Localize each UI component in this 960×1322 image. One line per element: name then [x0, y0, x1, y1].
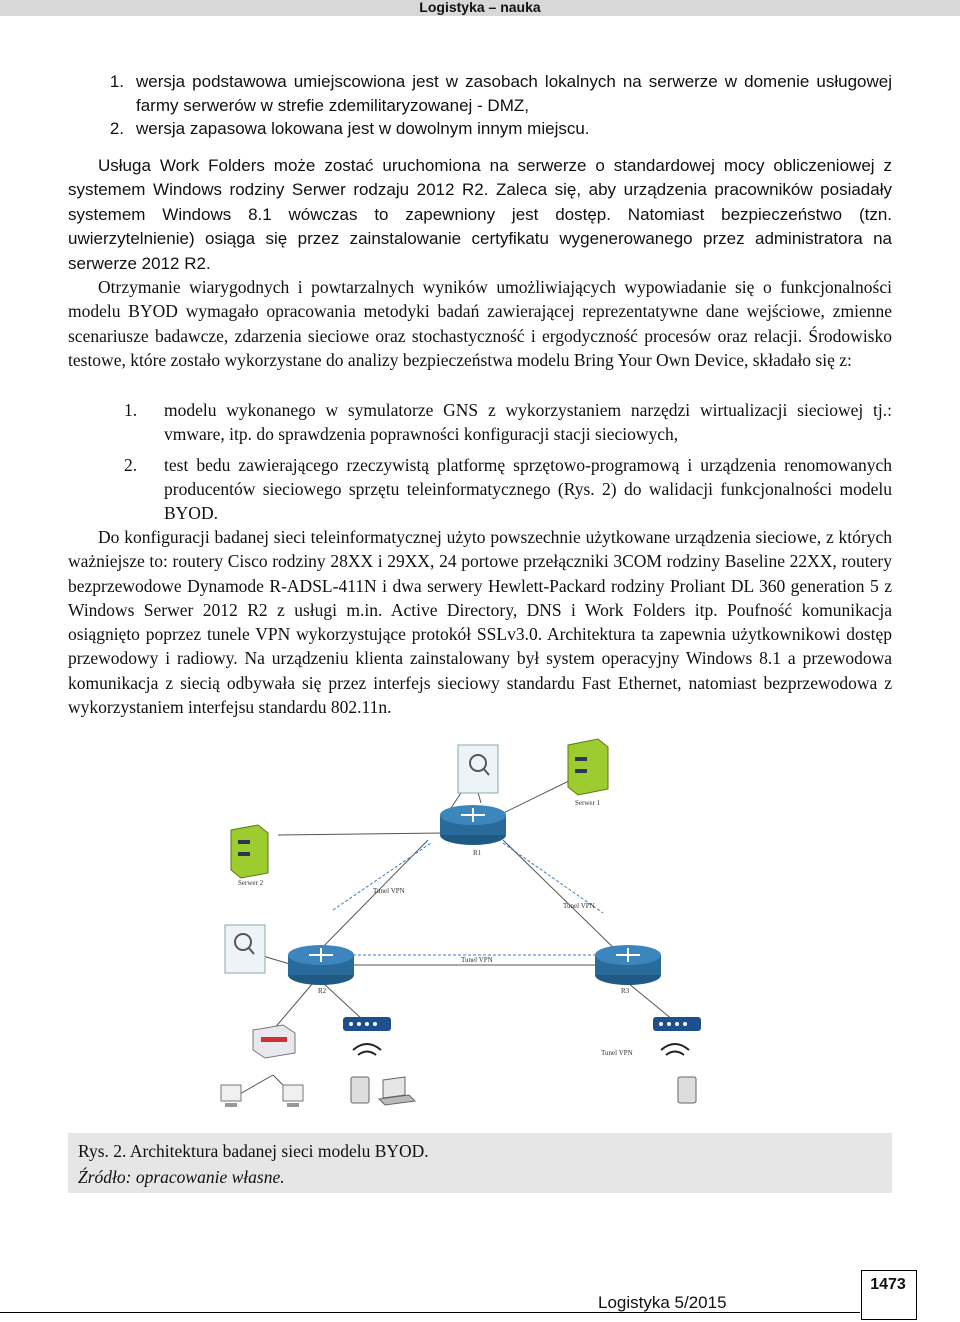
list-item: [68, 453, 892, 526]
vpn-tunnel-left: [333, 843, 431, 910]
page-number: 1473: [870, 1276, 906, 1293]
list-text: wersja podstawowa umiejscowiona jest w zasobach lokalnych na serwerze w domenie usługowej farmy serwerów w strefie zdemilitaryzowanej - DMZ,: [136, 72, 892, 115]
link-r1-server2: [278, 833, 443, 835]
link-r1-r3: [503, 840, 623, 957]
list-text: test bedu zawierającego rzeczywistą platformę sprzętowo-programową i urządzenia renomowanych producentów sieciowego sprzętu teleinformatycznego (Rys. 2) do walidacji funkcjonalności modelu BYOD.: [164, 454, 892, 524]
list-item: [68, 117, 892, 141]
monitoring-server-icon: [458, 745, 498, 793]
storage-versions-list: [68, 70, 892, 141]
router-r1-label: R1: [473, 849, 482, 857]
link-r2-switch: [273, 983, 313, 1030]
switch-icon: [253, 1025, 295, 1058]
router-r3-label: R3: [621, 987, 630, 995]
paragraph-configuration: [68, 525, 892, 719]
router-r3-icon: [595, 945, 661, 985]
paragraph-work-folders: [68, 154, 892, 276]
list-number: 2.: [109, 119, 124, 138]
server2-icon: [231, 825, 268, 878]
footer-rule: [0, 1312, 860, 1313]
link-switch-pc1: [238, 1075, 273, 1095]
link-r2-ap: [323, 983, 363, 1020]
vpn-label-wireless: Tunel VPN: [601, 1049, 633, 1057]
link-r1-r2: [313, 840, 428, 957]
vpn-label-left: Tunel VPN: [373, 887, 405, 895]
figure-source: Źródło: opracowanie własne.: [78, 1167, 285, 1187]
vpn-label-bottom: Tunel VPN: [461, 956, 493, 964]
laptop-icon: [379, 1077, 415, 1105]
footer-journal: Logistyka 5/2015: [598, 1293, 727, 1312]
tablet-icon: [678, 1077, 696, 1103]
server1-label: Serwer 1: [575, 799, 601, 807]
list-item: [68, 70, 892, 117]
router-r2-icon: [288, 945, 354, 985]
access-point-icon: [343, 1017, 391, 1055]
router-r1-icon: [440, 805, 506, 845]
list-text: wersja zapasowa lokowana jest w dowolnym innym miejscu.: [136, 119, 590, 138]
tablet-icon: [351, 1077, 369, 1103]
desktop-pc-icon: [283, 1085, 303, 1107]
list-number: 1.: [109, 72, 124, 91]
server2-label: Serwer 2: [238, 879, 264, 887]
monitoring-server2-icon: [225, 925, 265, 973]
list-text: modelu wykonanego w symulatorze GNS z wykorzystaniem narzędzi wirtualizacji sieciowej tj.: vmware, itp. do sprawdzenia poprawności konfiguracji stacji sieciowych,: [164, 400, 892, 445]
environment-list: [68, 398, 892, 525]
desktop-pc-icon: [221, 1085, 241, 1107]
list-item: [68, 398, 892, 447]
running-header: Logistyka – nauka: [419, 0, 541, 15]
paragraph-text: Otrzymanie wiarygodnych i powtarzalnych wyników umożliwiających wypowiadanie się o funkcjonalności modelu BYOD wymagało opracowania metodyki badań zawierającej reprezentatywne dane wejściowe, zmienne scenariusze badawcze, zdarzenia sieciowe oraz stochastyczność i ergodyczność procesów oraz relacji. Środowisko testowe, które zostało wykorzystane do analizy bezpieczeństwa modelu Bring Your Own Device, składało się z:: [68, 277, 892, 370]
paragraph-methodology: [68, 275, 892, 372]
figure-caption: Rys. 2. Architektura badanej sieci modelu BYOD.: [78, 1141, 429, 1161]
list-number: 1.: [124, 400, 138, 420]
router-r2-label: R2: [318, 987, 327, 995]
paragraph-text: Do konfiguracji badanej sieci teleinformatycznej użyto powszechnie użytkowane urządzenia sieciowe, z których ważniejsze to: routery Cisco rodziny 28XX i 29XX, 24 portowe przełączniki 3COM rodziny Baseline 22XX, routery bezprzewodowe Dynamode R-ADSL-411N i dwa serwery Hewlett-Packard rodziny Proliant DL 360 generation 5 z Windows Serwer 2012 R2 z usługi m.in. Active Directory, DNS i Work Folders itp. Poufność komunikacja osiągnięto poprzez tunele VPN wykorzystujące protokół SSLv3.0. Architektura ta zapewnia użytkownikowi dostęp przewodowy i radiowy. Na urządzeniu klienta zainstalowany był system operacyjny Windows 8.1 a przewodowa komunikacja z siecią odbywała się przez interfejs sieciowy standardu Fast Ethernet, natomiast bezprzewodowa z wykorzystaniem interfejsu standardu 802.11n.: [68, 527, 892, 718]
network-diagram: [183, 735, 703, 1130]
server1-icon: [568, 739, 608, 795]
list-number: 2.: [124, 454, 138, 475]
paragraph-text: Usługa Work Folders może zostać uruchomiona na serwerze o standardowej mocy obliczeniowej z systemem Windows rodziny Serwer rodzaju 2012 R2. Zaleca się, aby urządzenia pracowników posiadały systemem Windows 8.1 wówczas to zapewniony jest dostęp. Natomiast bezpieczeństwo (tzn. uwierzytelnienie) osiąga się przez zainstalowanie certyfikatu wygenerowanego przez administratora na serwerze 2012 R2.: [68, 156, 892, 273]
access-point-icon: [653, 1017, 701, 1055]
vpn-label-right: Tunel VPN: [563, 902, 595, 910]
link-r3-ap: [628, 983, 673, 1020]
